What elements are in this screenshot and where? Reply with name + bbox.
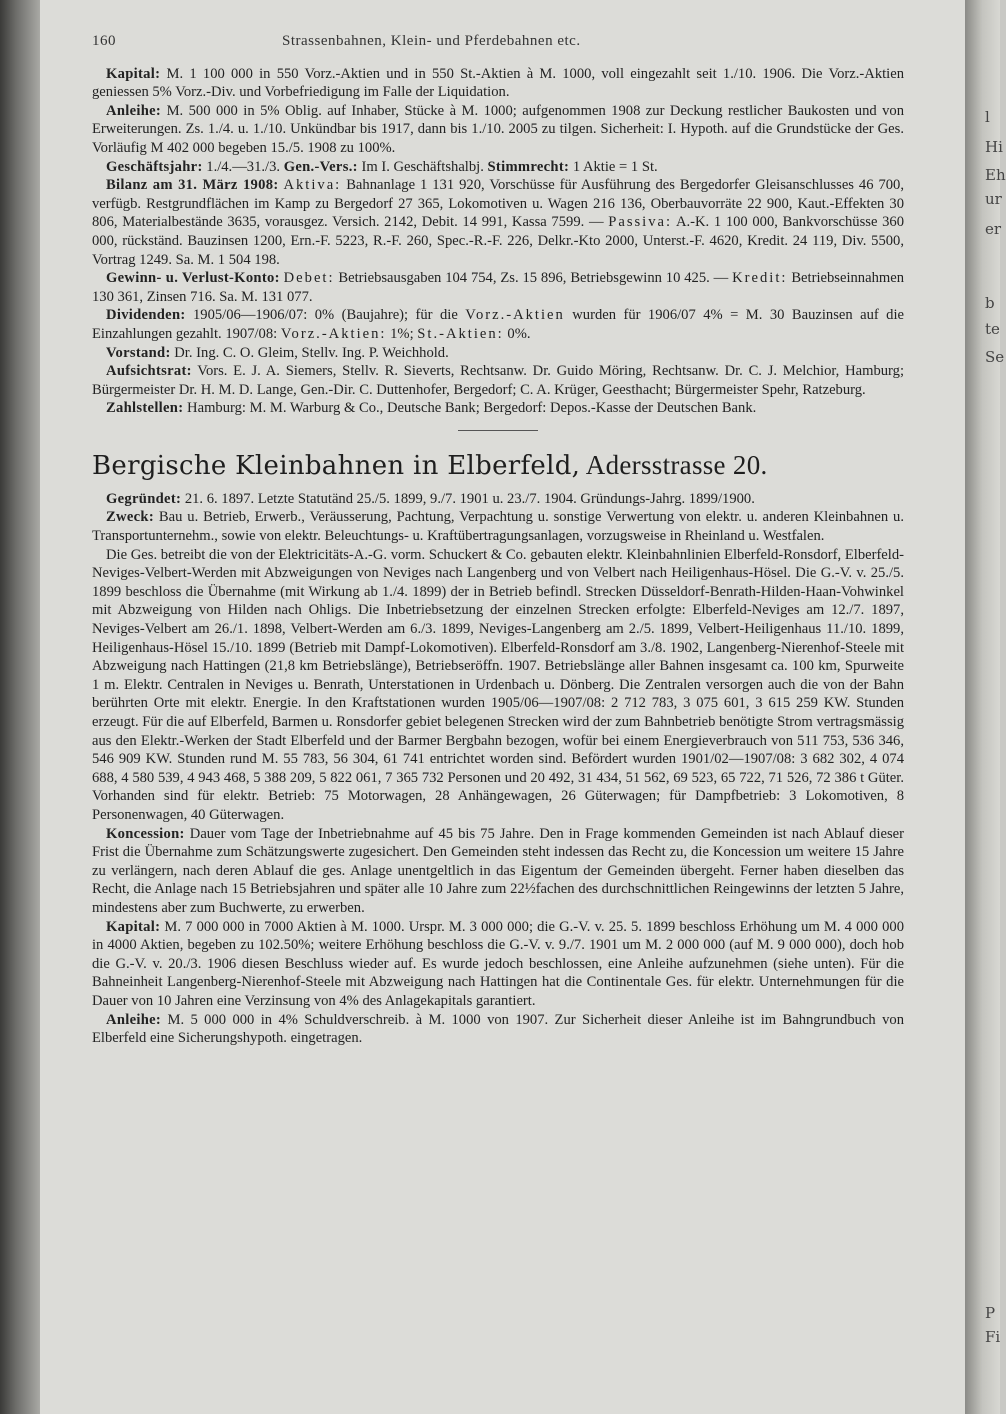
margin-fragment: Hi bbox=[985, 138, 1003, 156]
kapital-entry: Kapital: M. 1 100 000 in 550 Vorz.-Aktien und in 550 St.-Aktien à M. 1000, voll eingezahlt seit 1./10. 1906. Die Vorz.-Aktien geniessen 5% Vorz.-Div. und Vorbefriedigung im Falle der Liquidation. bbox=[92, 65, 904, 101]
vorstand-entry: Vorstand: Dr. Ing. C. O. Gleim, Stellv. Ing. P. Weichhold. bbox=[106, 344, 449, 361]
margin-fragment: Eh bbox=[985, 166, 1006, 184]
margin-fragment: l bbox=[985, 108, 990, 126]
margin-fragment: P bbox=[985, 1304, 996, 1322]
gewinn-verlust-entry: Gewinn- u. Verlust-Konto: Debet: Betriebsausgaben 104 754, Zs. 15 896, Betriebsgewinn 10 425. — Kredit: Betriebseinnahmen 130 361, Zinsen 716. Sa. M. 131 077. bbox=[92, 270, 904, 305]
company-name: Bergische Kleinbahnen in Elberfeld, bbox=[92, 450, 581, 481]
running-header bbox=[92, 32, 904, 51]
margin-fragment: Se bbox=[985, 348, 1005, 366]
betrieb-paragraph: Die Ges. betreibt die von der Elektricitäts-A.-G. vorm. Schuckert & Co. gebauten elektr. Kleinbahnlinien Elberfeld-Ronsdorf, Elberfeld-Neviges-Velbert-Werden mit Abzweigungen von Neviges nach Langenberg und von Velbert nach Heiligenhaus-Hösel. Die G.-V. v. 25./5. 1899 beschloss die Übernahme (mit Wirkung ab 1./4. 1899) der in Betrieb befindl. Strecken Düsseldorf-Benrath-Hilden-Haan-Vohwinkel mit Abzweigung von Hilden nach Ohligs. Die Inbetriebsetzung der einzelnen Strecken erfolgte: Elberfeld-Neviges am 12./7. 1897, Neviges-Velbert am 26./1. 1898, Velbert-Werden am 6./3. 1899, Neviges-Langenberg am 2./5. 1899, Velbert-Heiligenhaus 11./10. 1899, Heiligenhaus-Hösel 15./10. 1899 (Betrieb mit Dampf-Lokomotiven). Elberfeld-Ronsdorf am 3./8. 1902, Langenberg-Nierenhof-Steele mit Abzweigung nach Hattingen (21,8 km Betriebslänge), Betriebseröffn. 1907. Betriebslänge aller Bahnen insgesamt ca. 100 km, Spurweite 1 m. Elektr. Centralen in Neviges u. Benrath, Unterstationen in Urdenbach u. Dönberg. Die Zentralen versorgen auch die von der Bahn berührten Orte mit elektr. Energie. In den Kraftstationen wurden 1905/06—1907/08: 2 712 783, 3 075 601, 3 615 259 KW. Stunden erzeugt. Für die auf Elberfeld, Barmen u. Ronsdorfer gebiet belegenen Strecken wird der zum Bahnbetrieb benötigte Strom vertragsmässig aus den Elektr.-Werken der Stadt Elberfeld und der Barmer Bergbahn bezogen, wofür bei einem Energieverbrauch von 511 753, 536 346, 546 909 KW. Stunden rund M. 55 783, 56 304, 61 741 entrichtet worden sind. Befördert wurden 1901/02—1907/08: 3 682 302, 4 074 688, 4 580 539, 4 943 468, 5 388 209, 5 822 061, 7 365 732 Personen und 20 492, 31 434, 51 562, 69 523, 65 722, 71 526, 72 386 t Güter. Vorhanden sind für elektr. Betrieb: 75 Motorwagen, 28 Anhängewagen, 26 Güterwagen; für Dampfbetrieb: 3 Lokomotiven, 8 Personenwagen, 40 Güterwagen. bbox=[92, 546, 904, 823]
margin-fragment: ur bbox=[985, 190, 1002, 208]
konzession-entry: Koncession: Dauer vom Tage der Inbetriebnahme auf 45 bis 75 Jahre. Den in Frage kommenden Gemeinden ist nach Ablauf dieser Frist die Übernahme zum Schätzungswerte zugesichert. Den Gemeinden steht indessen das Recht zu, die Koncession um weitere 15 Jahre zu verlängern, nach deren Ablauf die ges. Anlage unentgeltlich in das Eigentum der Gemeinden übergeht. Ferner haben dieselben das Recht, die Anlage nach 15 Betriebsjahren und später alle 10 Jahre zum 22½fachen des durchschnittlichen Reingewinns der letzten 5 Jahre, mindestens aber zum Buchwerte, zu erwerben. bbox=[92, 825, 904, 916]
kapital-entry-2: Kapital: M. 7 000 000 in 7000 Aktien à M. 1000. Urspr. M. 3 000 000; die G.-V. v. 25. 5. 1899 beschloss Erhöhung um M. 4 000 000 in 4000 Aktien, begeben zu 102.50%; weitere Erhöhung beschloss die G.-V. v. 9./7. 1901 um M. 2 000 000 (auf M. 9 000 000), doch hob die G.-V. v. 20./3. 1906 diesen Beschluss wieder auf. Es wurde jedoch beschlossen, eine Anleihe aufzunehmen (siehe unten). Für die Bahneinheit Langenberg-Nierenhof-Steele mit Abzweigung nach Hattingen hat die Continentale Ges. für elektr. Unternehmungen für die Dauer von 10 Jahren eine Verzinsung von 4% des Anlagekapitals garantiert. bbox=[92, 918, 904, 1009]
company-address: Adersstrasse 20. bbox=[585, 449, 768, 480]
bilanz-entry: Bilanz am 31. März 1908: Aktiva: Bahnanlage 1 131 920, Vorschüsse für Ausführung des Bergedorfer Gleisanschlusses 46 700, verfügb. Restgrundflächen im Kamp zu Bergedorf 27 365, Lokomotiven u. Wagen 216 136, Oberbauvorräte 22 900, Kaut.-Effekten 30 806, Materialbestände 3635, vorausgez. Versich. 2142, Debit. 14 991, Kassa 7599. — Passiva: A.-K. 1 100 000, Bankvorschüsse 360 000, rückständ. Bauzinsen 1200, Ern.-F. 5223, R.-F. 260, Spec.-R.-F. 226, Delkr.-Kto 2000, Unterst.-F. 4620, Kredit. 24 119, Div. 5500, Vortrag 1249. Sa. M. 1 504 198. bbox=[92, 177, 905, 268]
page-number: 160 bbox=[92, 33, 116, 49]
scan-binding-shadow bbox=[0, 0, 40, 1414]
margin-fragment: Fi bbox=[985, 1328, 1001, 1346]
adjacent-page-edge bbox=[965, 0, 1006, 1414]
aufsichtsrat-entry: Aufsichtsrat: Vors. E. J. A. Siemers, Stellv. R. Sieverts, Rechtsanw. Dr. Guido Möring, Rechtsanw. Dr. C. J. Melchior, Hamburg; Bürgermeister Dr. H. M. D. Lange, Gen.-Dir. C. Duttenhofer, Bergedorf; C. A. Krüger, Geesthacht; Bürgermeister Spehr, Ratzeburg. bbox=[92, 363, 904, 398]
gegruendet-entry: Gegründet: 21. 6. 1897. Letzte Statutänd 25./5. 1899, 9./7. 1901 u. 23./7. 1904. Gründungs-Jahrg. 1899/1900. bbox=[106, 490, 755, 507]
margin-fragment: te bbox=[985, 320, 1000, 338]
geschaeftsjahr-entry: Geschäftsjahr: 1./4.—31./3. Gen.-Vers.: Im I. Geschäftshalbj. Stimmrecht: 1 Aktie = 1 St. bbox=[106, 158, 658, 175]
section-divider bbox=[458, 430, 538, 431]
zahlstellen-entry: Zahlstellen: Hamburg: M. M. Warburg & Co., Deutsche Bank; Bergedorf: Depos.-Kasse der Deutschen Bank. bbox=[106, 400, 757, 417]
dividenden-entry: Dividenden: 1905/06—1906/07: 0% (Baujahre); für die Vorz.-Aktien wurden für 1906/07 4% = M. 30 Bauzinsen auf die Einzahlungen gezahlt. 1907/08: Vorz.-Aktien: 1%; St.-Aktien: 0%. bbox=[92, 307, 905, 342]
page-content bbox=[92, 32, 904, 1048]
running-title: Strassenbahnen, Klein- und Pferdebahnen etc. bbox=[282, 33, 581, 49]
company-heading bbox=[92, 449, 904, 482]
margin-fragment: er bbox=[985, 220, 1002, 238]
anleihe-entry: Anleihe: M. 500 000 in 5% Oblig. auf Inhaber, Stücke à M. 1000; aufgenommen 1908 zur Deckung restlicher Baukosten und von Erweiterungen. Zs. 1./4. u. 1./10. Unkündbar bis 1917, dann bis 1./10. 2005 zu tilgen. Sicherheit: I. Hypoth. auf die Grundstücke der Ges. Vorläufig M 402 000 begeben 15./5. 1908 zu 100%. bbox=[92, 102, 904, 156]
margin-fragment: b bbox=[985, 294, 995, 312]
zweck-entry: Zweck: Bau u. Betrieb, Erwerb., Veräusserung, Pachtung, Verpachtung u. sonstige Verwertung von elektr. u. anderen Kleinbahnen u. Transportunternehm., sowie von elektr. Beleuchtungs- u. Kraftübertragungsanlagen, vorzugsweise in Rheinland u. Westfalen. bbox=[92, 509, 905, 545]
anleihe-entry-2: Anleihe: M. 5 000 000 in 4% Schuldverschreib. à M. 1000 von 1907. Zur Sicherheit dieser Anleihe ist im Bahngrundbuch von Elberfeld eine Sicherungshypoth. eingetragen. bbox=[92, 1011, 904, 1047]
